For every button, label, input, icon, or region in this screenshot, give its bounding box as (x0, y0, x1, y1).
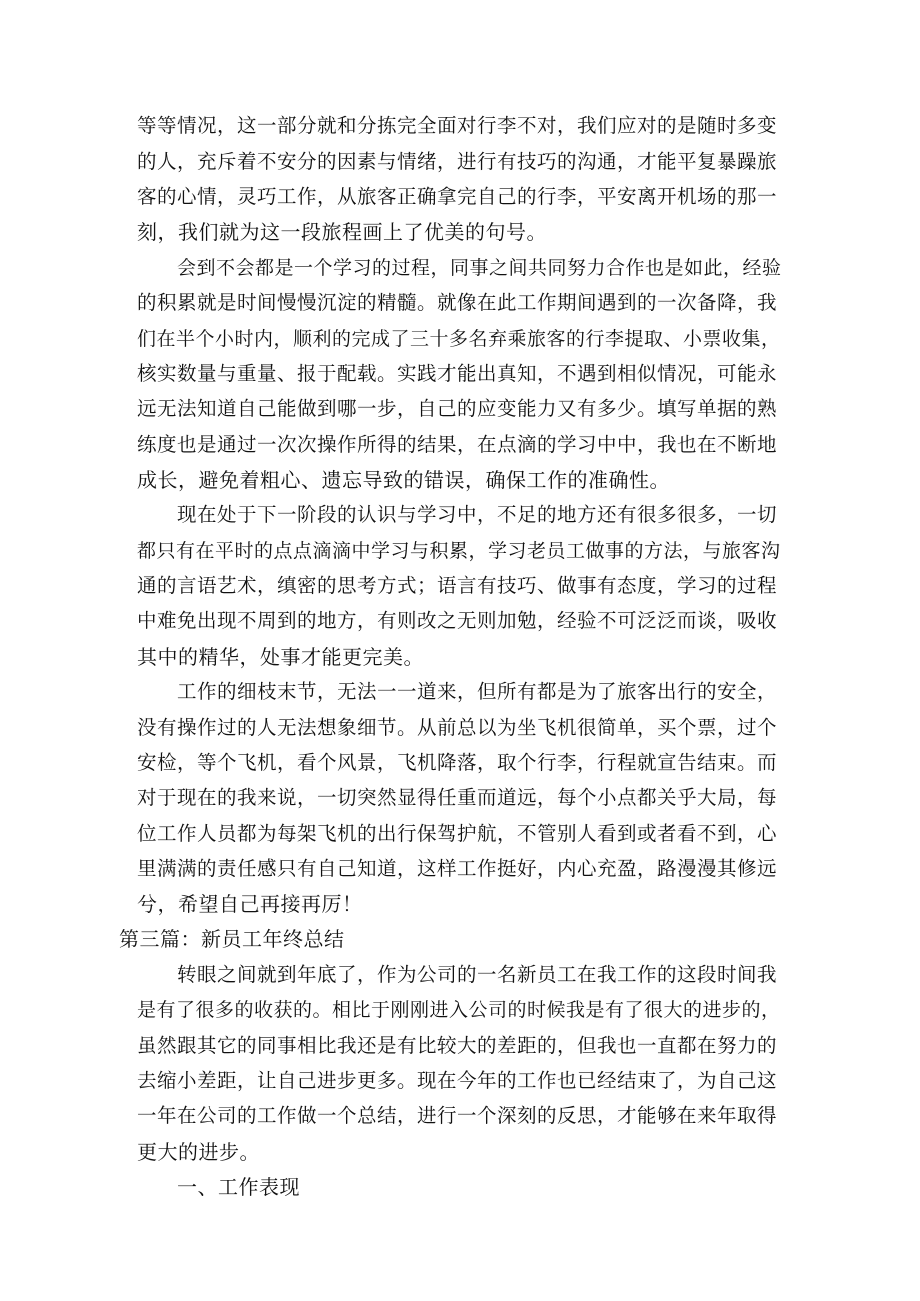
paragraph-line: 刻，我们就为这一段旅程画上了优美的句号。 (137, 220, 547, 244)
paragraph-line: 虽然跟其它的同事相比我还是有比较大的差距的，但我也一直都在努力的 (137, 1034, 778, 1057)
paragraph-line: 里满满的责任感只有自己知道，这样工作挺好，内心充盈，路漫漫其修远 (137, 857, 778, 880)
paragraph-line: 练度也是通过一次次操作所得的结果，在点滴的学习中中，我也在不断地 (137, 433, 778, 456)
paragraph-line: 们在半个小时内，顺利的完成了三十多名弃乘旅客的行李提取、小票收集， (137, 328, 781, 350)
paragraph-line: 会到不会都是一个学习的过程，同事之间共同努力合作也是如此，经验 (177, 257, 782, 279)
paragraph-line: 现在处于下一阶段的认识与学习中，不足的地方还有很多很多，一切 (177, 503, 778, 526)
paragraph-line: 远无法知道自己能做到哪一步，自己的应变能力又有多少。填写单据的熟 (137, 397, 778, 420)
paragraph-line: 通的言语艺术，缜密的思考方式；语言有技巧、做事有态度，学习的过程 (137, 574, 778, 597)
paragraph-line: 的积累就是时间慢慢沉淀的精髓。就像在此工作期间遇到的一次备降，我 (137, 291, 778, 314)
paragraph-line: 工作的细枝末节，无法一一道来，但所有都是为了旅客出行的安全， (177, 680, 778, 703)
paragraph-line: 安检，等个飞机，看个风景，飞机降落，取个行李，行程就宣告结束。而 (137, 751, 778, 774)
paragraph-line: 成长，避免着粗心、遗忘导致的错误，确保工作的准确性。 (137, 468, 670, 492)
section-title: 第三篇：新员工年终总结 (119, 927, 345, 951)
paragraph-line: 的人，充斥着不安分的因素与情绪，进行有技巧的沟通，才能平复暴躁旅 (137, 150, 778, 173)
paragraph-line: 中难免出现不周到的地方，有则改之无则加勉，经验不可泛泛而谈，吸收 (137, 609, 778, 632)
paragraph-line: 等等情况，这一部分就和分拣完全面对行李不对，我们应对的是随时多变 (137, 114, 778, 137)
paragraph-line: 核实数量与重量、报于配载。实践才能出真知，不遇到相似情况，可能永 (137, 362, 778, 385)
paragraph-line: 位工作人员都为每架飞机的出行保驾护航，不管别人看到或者看不到，心 (137, 822, 778, 845)
paragraph-line: 去缩小差距，让自己进步更多。现在今年的工作也已经结束了，为自己这 (137, 1069, 778, 1092)
paragraph-line: 客的心情，灵巧工作，从旅客正确拿完自己的行李，平安离开机场的那一 (137, 185, 778, 208)
paragraph-line: 转眼之间就到年底了，作为公司的一名新员工在我工作的这段时间我 (177, 963, 778, 986)
subheading: 一、工作表现 (177, 1175, 300, 1199)
paragraph-line: 都只有在平时的点点滴滴中学习与积累，学习老员工做事的方法，与旅客沟 (137, 540, 781, 562)
paragraph-line: 一年在公司的工作做一个总结，进行一个深刻的反思，才能够在来年取得 (137, 1104, 778, 1127)
paragraph-line: 是有了很多的收获的。相比于刚刚进入公司的时候我是有了很大的进步的， (137, 999, 781, 1021)
paragraph-line: 其中的精华，处事才能更完美。 (137, 645, 424, 669)
paragraph-line: 兮，希望自己再接再厉！ (137, 892, 363, 916)
paragraph-line: 对于现在的我来说，一切突然显得任重而道远，每个小点都关乎大局，每 (137, 786, 778, 809)
paragraph-line: 没有操作过的人无法想象细节。从前总以为坐飞机很简单，买个票，过个 (137, 716, 778, 739)
paragraph-line: 更大的进步。 (137, 1140, 260, 1164)
